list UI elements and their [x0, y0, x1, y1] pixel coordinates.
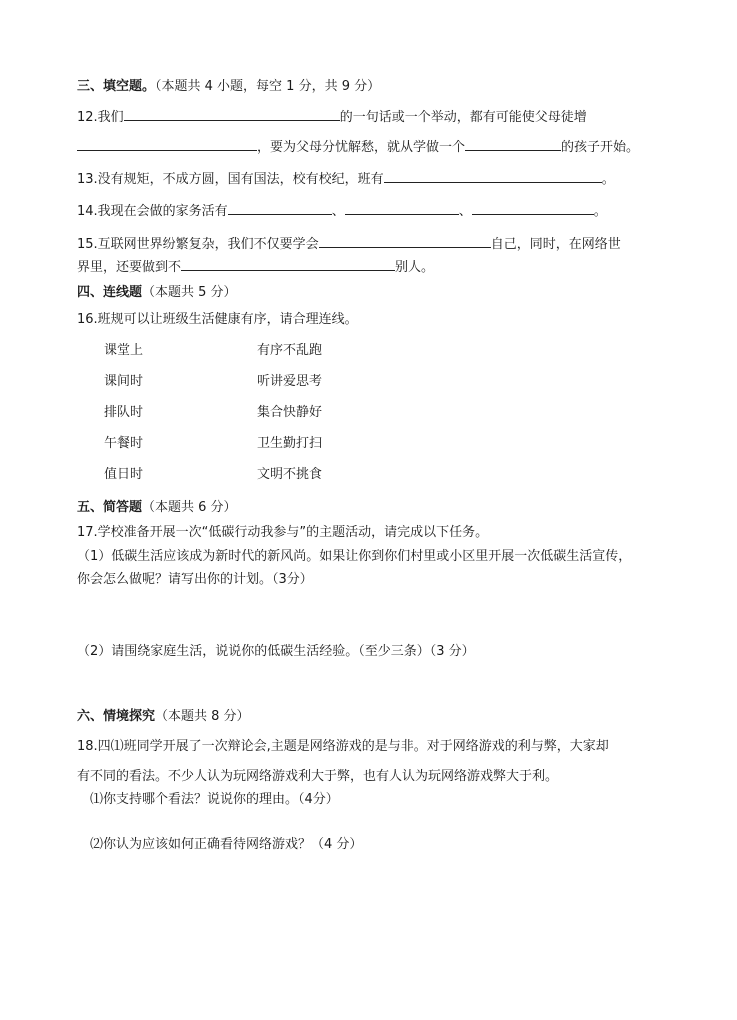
q14-blank-1[interactable]: [228, 200, 332, 215]
section3-title: [77, 78, 380, 96]
q12-text-a: 12.我们: [77, 110, 124, 125]
section5-heading: 五、简答题: [77, 500, 143, 515]
section5-note: （本题共 6 分）: [142, 500, 237, 515]
match-left-item[interactable]: 值日时: [104, 467, 144, 482]
match-right-item[interactable]: 文明不挑食: [257, 467, 323, 482]
q12-blank-2[interactable]: [77, 136, 257, 151]
q15-blank-2[interactable]: [181, 256, 395, 271]
question-18-2: ⑵你认为应该如何正确看待网络游戏？（4 分）: [90, 837, 363, 852]
q15-text-b: 自己，同时，在网络世: [490, 237, 621, 252]
section6-title: [77, 708, 250, 726]
match-right-item[interactable]: 卫生勤打扫: [257, 436, 323, 451]
question-15-line1: [77, 233, 621, 254]
match-left-item[interactable]: 课堂上: [104, 343, 144, 358]
question-17-1-line2: 你会怎么做呢？请写出你的计划。（3分）: [77, 572, 313, 587]
match-left-item[interactable]: 午餐时: [104, 436, 144, 451]
question-18-1: ⑴你支持哪个看法？说说你的理由。（4分）: [90, 792, 339, 807]
q13-text: 13.没有规矩，不成方圆，国有国法，校有校纪，班有: [77, 172, 384, 187]
section3-heading: 三、填空题。: [77, 79, 156, 94]
q12-blank-3[interactable]: [465, 136, 561, 151]
q12-text-b: 的一句话或一个举动，都有可能使父母徒增: [339, 110, 587, 125]
q14-sep-1: 、: [331, 204, 345, 219]
q13-end: 。: [601, 172, 615, 187]
question-17: 17.学校准备开展一次“低碳行动我参与”的主题活动，请完成以下任务。: [77, 525, 489, 540]
q14-blank-3[interactable]: [472, 200, 594, 215]
section3-note: （本题共 4 小题，每空 1 分，共 9 分）: [155, 79, 381, 94]
q15-text-c: 界里，还要做到不: [77, 260, 182, 275]
match-left-item[interactable]: 排队时: [104, 405, 144, 420]
q14-blank-2[interactable]: [345, 200, 459, 215]
q12-blank-1[interactable]: [124, 106, 340, 121]
section5-title: [77, 499, 237, 517]
q14-end: 。: [593, 204, 607, 219]
section4-title: [77, 284, 237, 302]
question-18-line1: 18.四⑴班同学开展了一次辩论会,主题是网络游戏的是与非。对于网络游戏的利与弊，大家却: [77, 739, 609, 754]
question-13: [77, 168, 615, 189]
match-right-item[interactable]: 听讲爱思考: [257, 374, 323, 389]
match-right-item[interactable]: 集合快静好: [257, 405, 323, 420]
q12-text-c: ，要为父母分忧解愁，就从学做一个: [257, 140, 466, 155]
match-left-item[interactable]: 课间时: [104, 374, 144, 389]
section6-heading: 六、情境探究: [77, 709, 156, 724]
question-17-1-line1: （1）低碳生活应该成为新时代的新风尚。如果让你到你们村里或小区里开展一次低碳生活宣传，: [77, 549, 632, 564]
q14-text: 14.我现在会做的家务活有: [77, 204, 228, 219]
section6-note: （本题共 8 分）: [155, 709, 250, 724]
q15-text-d: 别人。: [395, 260, 435, 275]
section4-heading: 四、连线题: [77, 285, 143, 300]
question-14: [77, 200, 607, 221]
q14-sep-2: 、: [458, 204, 472, 219]
question-15-line2: [77, 256, 434, 277]
question-17-2: （2）请围绕家庭生活，说说你的低碳生活经验。（至少三条）（3 分）: [77, 644, 475, 659]
section4-note: （本题共 5 分）: [142, 285, 237, 300]
q12-text-d: 的孩子开始。: [561, 140, 640, 155]
q15-blank-1[interactable]: [319, 233, 491, 248]
question-12-line2: [77, 136, 639, 157]
q15-text-a: 15.互联网世界纷繁复杂，我们不仅要学会: [77, 237, 319, 252]
question-16: 16.班规可以让班级生活健康有序，请合理连线。: [77, 312, 358, 327]
question-12-line1: [77, 106, 587, 127]
match-right-item[interactable]: 有序不乱跑: [257, 343, 323, 358]
question-18-line2: 有不同的看法。不少人认为玩网络游戏利大于弊，也有人认为玩网络游戏弊大于利。: [77, 769, 559, 784]
q13-blank[interactable]: [384, 168, 602, 183]
